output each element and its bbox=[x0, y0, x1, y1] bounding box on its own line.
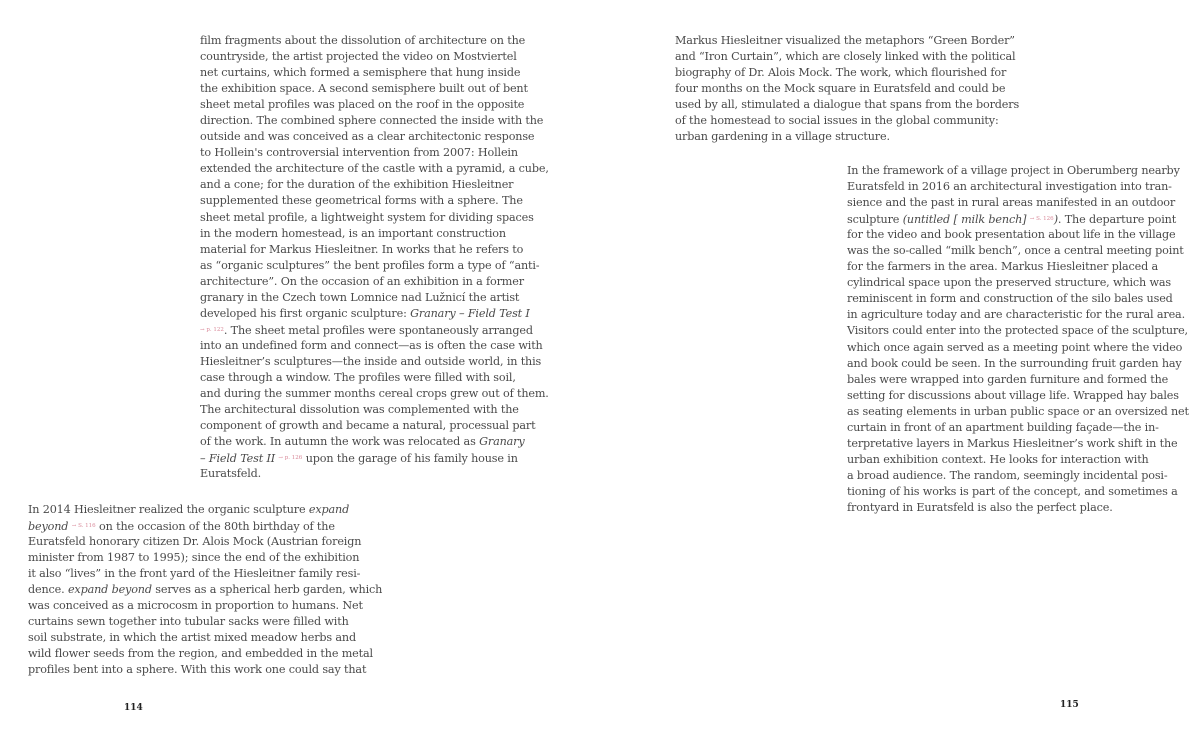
left-column-lower bbox=[28, 502, 382, 679]
text-line: tioning of his works is part of the concept, and sometimes a bbox=[847, 484, 1178, 498]
text-span: dence. bbox=[28, 583, 68, 597]
text-line bbox=[200, 450, 549, 466]
text-line: profiles bent into a sphere. With this work one could say that bbox=[28, 663, 367, 677]
work-title: (untitled [ milk bench] bbox=[902, 213, 1027, 227]
work-title: Granary – Field Test I bbox=[410, 306, 530, 320]
text-line: film fragments about the dissolution of architecture on the bbox=[200, 34, 526, 47]
text-line: and book could be seen. In the surrounding fruit garden hay bbox=[847, 356, 1182, 370]
page-reference[interactable]: → p. 126 bbox=[278, 455, 303, 462]
text-line: countryside, the artist projected the video on Mostviertel bbox=[200, 50, 517, 64]
text-line: of the homestead to social issues in the global community: bbox=[675, 114, 999, 128]
text-line: was conceived as a microcosm in proportion to humans. Net bbox=[28, 599, 363, 613]
text-line: and “Iron Curtain”, which are closely linked with the political bbox=[675, 50, 1016, 64]
text-line: wild flower seeds from the region, and embedded in the metal bbox=[28, 647, 373, 661]
text-line bbox=[200, 434, 549, 450]
text-line: biography of Dr. Alois Mock. The work, which flourished for bbox=[675, 66, 1007, 80]
work-title: expand bbox=[308, 503, 350, 516]
text-line bbox=[200, 322, 549, 338]
text-line: direction. The combined sphere connected the inside with the bbox=[200, 114, 544, 128]
work-title: – Field Test II bbox=[200, 452, 276, 466]
text-span: on the occasion of the 80th birthday of the bbox=[95, 520, 335, 534]
text-span: . The departure point bbox=[1057, 213, 1177, 227]
text-line: Markus Hiesleitner visualized the metaphors “Green Border” bbox=[675, 34, 1015, 47]
text-line: a broad audience. The random, seemingly incidental posi- bbox=[847, 468, 1168, 482]
text-span: sculpture bbox=[847, 213, 903, 227]
page-reference[interactable]: → p. 122 bbox=[200, 326, 224, 333]
page-reference[interactable]: → S. 126 bbox=[1029, 216, 1054, 223]
text-line: extended the architecture of the castle with a pyramid, a cube, bbox=[200, 162, 549, 176]
text-line: used by all, stimulated a dialogue that spans from the borders bbox=[675, 98, 1020, 112]
text-line: soil substrate, in which the artist mixed meadow herbs and bbox=[28, 631, 357, 645]
text-line: reminiscent in form and construction of the silo bales used bbox=[847, 292, 1173, 306]
text-line bbox=[28, 518, 382, 534]
text-line: as seating elements in urban public space or an oversized net bbox=[847, 404, 1189, 418]
text-line: architecture”. On the occasion of an exhibition in a former bbox=[200, 274, 524, 288]
text-line: in the modern homestead, is an important construction bbox=[200, 226, 506, 240]
work-title: beyond bbox=[28, 520, 69, 534]
right-column-lower bbox=[847, 163, 1189, 516]
page-reference[interactable]: → S. 116 bbox=[71, 523, 96, 530]
text-span: . The sheet metal profiles were spontaneously arranged bbox=[223, 323, 533, 337]
text-line: granary in the Czech town Lomnice nad Lužnicí the artist bbox=[200, 290, 520, 304]
text-line: and a cone; for the duration of the exhibition Hiesleitner bbox=[200, 178, 514, 192]
text-line: setting for discussions about village life. Wrapped hay bales bbox=[847, 388, 1179, 402]
text-line: Euratsfeld in 2016 an architectural investigation into tran- bbox=[847, 180, 1172, 194]
text-line: the exhibition space. A second semisphere built out of bent bbox=[200, 82, 528, 96]
text-span: upon the garage of his family house in bbox=[302, 452, 518, 466]
text-span: of the work. In autumn the work was relocated as bbox=[200, 435, 480, 449]
text-span: developed his first organic sculpture: bbox=[200, 306, 411, 320]
text-line: supplemented these geometrical forms with a sphere. The bbox=[200, 194, 523, 208]
text-line: Visitors could enter into the protected space of the sculpture, bbox=[847, 324, 1188, 338]
text-line: and during the summer months cereal crops grew out of them. bbox=[200, 387, 549, 401]
text-line: was the so-called “milk bench”, once a central meeting point bbox=[847, 244, 1184, 258]
text-line bbox=[847, 211, 1189, 227]
text-line: In the framework of a village project in Oberumberg nearby bbox=[847, 164, 1180, 177]
text-line: in agriculture today and are characteristic for the rural area. bbox=[847, 308, 1185, 322]
work-title: expand beyond bbox=[67, 583, 152, 597]
text-line: it also “lives” in the front yard of the Hiesleitner family resi- bbox=[28, 567, 361, 581]
text-line: into an undefined form and connect—as is often the case with bbox=[200, 338, 543, 352]
text-line: urban gardening in a village structure. bbox=[675, 130, 890, 144]
text-line bbox=[28, 582, 382, 598]
text-line: Euratsfeld honorary citizen Dr. Alois Mock (Austrian foreign bbox=[28, 535, 362, 549]
text-line: curtains sewn together into tubular sacks were filled with bbox=[28, 615, 349, 629]
text-line: curtain in front of an apartment building façade—the in- bbox=[847, 420, 1159, 434]
text-line: material for Markus Hiesleitner. In works that he refers to bbox=[200, 242, 524, 256]
text-line: four months on the Mock square in Euratsfeld and could be bbox=[675, 82, 1006, 96]
text-line: sheet metal profile, a lightweight system for dividing spaces bbox=[200, 210, 534, 224]
right-column-upper bbox=[675, 33, 1019, 145]
work-title: ) bbox=[1053, 213, 1058, 227]
work-title: Granary bbox=[479, 435, 525, 449]
text-line: bales were wrapped into garden furniture and formed the bbox=[847, 372, 1169, 386]
text-line bbox=[28, 502, 382, 518]
text-line: terpretative layers in Markus Hiesleitner’s work shift in the bbox=[847, 436, 1178, 450]
text-line: Hiesleitner’s sculptures—the inside and outside world, in this bbox=[200, 354, 542, 368]
text-line: outside and was conceived as a clear architectonic response bbox=[200, 130, 535, 144]
text-line: frontyard in Euratsfeld is also the perfect place. bbox=[847, 500, 1113, 514]
text-line: for the farmers in the area. Markus Hiesleitner placed a bbox=[847, 260, 1159, 274]
text-line: cylindrical space upon the preserved structure, which was bbox=[847, 276, 1172, 290]
text-line: urban exhibition context. He looks for interaction with bbox=[847, 452, 1149, 466]
text-line: minister from 1987 to 1995); since the end of the exhibition bbox=[28, 551, 360, 565]
text-line: The architectural dissolution was complemented with the bbox=[200, 403, 519, 417]
text-line bbox=[200, 306, 549, 322]
text-line: net curtains, which formed a semisphere that hung inside bbox=[200, 66, 521, 80]
text-line: component of growth and became a natural, processual part bbox=[200, 419, 536, 433]
text-line: as “organic sculptures” the bent profiles form a type of “anti- bbox=[200, 258, 540, 272]
text-span: In 2014 Hiesleitner realized the organic sculpture bbox=[28, 503, 309, 516]
page-number-left: 114 bbox=[124, 703, 143, 713]
text-line: case through a window. The profiles were filled with soil, bbox=[200, 370, 516, 384]
text-line: for the video and book presentation about life in the village bbox=[847, 228, 1176, 242]
left-column-upper bbox=[200, 33, 549, 482]
page-number-right: 115 bbox=[1060, 700, 1079, 710]
text-line: to Hollein's controversial intervention from 2007: Hollein bbox=[200, 146, 518, 160]
text-line: Euratsfeld. bbox=[200, 467, 262, 481]
text-line: sience and the past in rural areas manifested in an outdoor bbox=[847, 196, 1176, 210]
text-line: which once again served as a meeting point where the video bbox=[847, 340, 1183, 354]
text-span: serves as a spherical herb garden, which bbox=[151, 583, 383, 597]
text-line: sheet metal profiles was placed on the roof in the opposite bbox=[200, 98, 525, 112]
